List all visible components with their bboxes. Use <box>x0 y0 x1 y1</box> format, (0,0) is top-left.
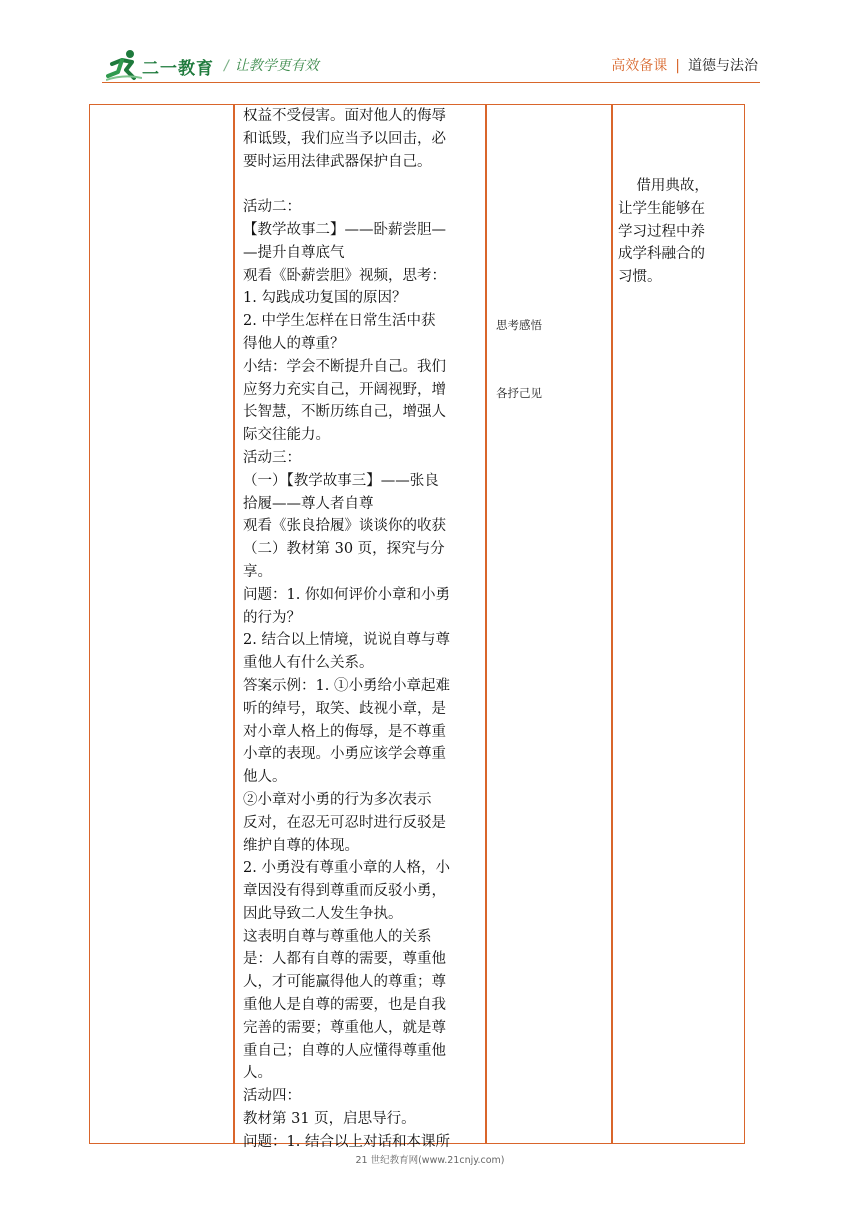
logo-name: 二一教育 <box>142 59 214 79</box>
content-line: 人，才可能赢得他人的尊重；尊 <box>243 974 446 991</box>
content-line: 活动三： <box>243 449 301 466</box>
content-line: 人。 <box>243 1065 272 1082</box>
content-line: —提升自尊底气 <box>243 244 345 261</box>
content-line: 这表明自尊与尊重他人的关系 <box>243 928 432 945</box>
page-header <box>0 0 860 100</box>
content-line: 答案示例：1. ①小勇给小章起难 <box>243 677 450 694</box>
content-line: 享。 <box>243 563 272 580</box>
column-divider-1 <box>233 105 235 1143</box>
content-line: 1. 勾践成功复国的原因？ <box>243 290 407 307</box>
content-line: 观看《卧薪尝胆》视频，思考： <box>243 267 446 284</box>
content-line: 章因没有得到尊重而反驳小勇， <box>243 883 446 900</box>
header-separator: | <box>675 58 680 74</box>
content-line: 观看《张良拾履》谈谈你的收获 <box>243 518 446 535</box>
content-line: 他人。 <box>243 769 287 786</box>
content-line: 要时运用法律武器保护自己。 <box>243 153 432 170</box>
content-line: 权益不受侵害。面对他人的侮辱 <box>243 108 446 124</box>
subject-label: 道德与法治 <box>688 58 758 74</box>
page-footer: 21 世纪教育网(www.21cnjy.com) <box>355 1155 505 1166</box>
student-activity-discuss: 各抒己见 <box>496 386 542 400</box>
content-line: 小结：学会不断提升自己。我们 <box>243 358 446 375</box>
content-line: 2. 结合以上情境，说说自尊与尊 <box>243 632 450 649</box>
design-intent-line: 借用典故， <box>618 178 709 194</box>
slogan: / 让教学更有效 <box>224 58 319 74</box>
content-line: 完善的需要；尊重他人，就是尊 <box>243 1019 446 1036</box>
content-line: 【教学故事二】——卧薪尝胆— <box>243 221 446 238</box>
design-intent-line: 成学科融合的 <box>618 246 705 263</box>
content-line: 拾履——尊人者自尊 <box>243 495 374 512</box>
content-line: 小章的表现。小勇应该学会尊重 <box>243 746 446 763</box>
content-line: 听的绰号，取笑、歧视小章，是 <box>243 700 446 717</box>
design-intent-line: 习惯。 <box>618 269 662 286</box>
content-line: ②小章对小勇的行为多次表示 <box>243 791 432 808</box>
content-line: 2. 小勇没有尊重小章的人格，小 <box>243 860 450 877</box>
content-line: 重他人有什么关系。 <box>243 655 374 672</box>
teaching-content-column <box>243 105 483 1154</box>
content-line: 活动二： <box>243 199 301 216</box>
content-line <box>243 173 483 196</box>
content-line: 是：人都有自尊的需要，尊重他 <box>243 951 446 968</box>
content-line: 长智慧，不断历练自己，增强人 <box>243 404 446 421</box>
header-rule <box>102 82 760 83</box>
design-intent-line: 学习过程中养 <box>618 223 705 240</box>
header-right <box>611 55 758 75</box>
lesson-table <box>89 104 745 1150</box>
content-line: 和诋毁，我们应当予以回击，必 <box>243 130 446 147</box>
content-line: 问题：1. 结合以上对话和本课所 <box>243 1133 450 1150</box>
content-line: 活动四： <box>243 1088 301 1105</box>
content-line: 重自己；自尊的人应懂得尊重他 <box>243 1042 446 1059</box>
content-line: 重他人是自尊的需要，也是自我 <box>243 997 446 1014</box>
content-line: 维护自尊的体现。 <box>243 837 359 854</box>
student-activity-think: 思考感悟 <box>496 318 542 332</box>
content-line: 2. 中学生怎样在日常生活中获 <box>243 313 436 330</box>
content-line: 际交往能力。 <box>243 427 330 444</box>
category-label: 高效备课 <box>611 58 668 74</box>
content-line: 对小章人格上的侮辱，是不尊重 <box>243 723 446 740</box>
design-intent-column <box>618 175 740 289</box>
running-figure-logo-icon <box>106 48 142 82</box>
content-line: （一）【教学故事三】——张良 <box>243 472 439 489</box>
content-line: 教材第 31 页，启思导行。 <box>243 1111 416 1128</box>
content-line: 的行为？ <box>243 609 301 626</box>
content-line: 反对，在忍无可忍时进行反驳是 <box>243 814 446 831</box>
slogan-text: 让教学更有效 <box>234 58 319 74</box>
column-divider-2 <box>485 105 487 1143</box>
column-divider-3 <box>611 105 613 1143</box>
content-line: 得他人的尊重？ <box>243 335 345 352</box>
content-line: 应努力充实自己，开阔视野，增 <box>243 381 446 398</box>
design-intent-line: 让学生能够在 <box>618 200 705 217</box>
content-line: （二）教材第 30 页，探究与分 <box>243 541 445 558</box>
content-line: 因此导致二人发生争执。 <box>243 905 403 922</box>
content-line: 问题：1. 你如何评价小章和小勇 <box>243 586 450 603</box>
